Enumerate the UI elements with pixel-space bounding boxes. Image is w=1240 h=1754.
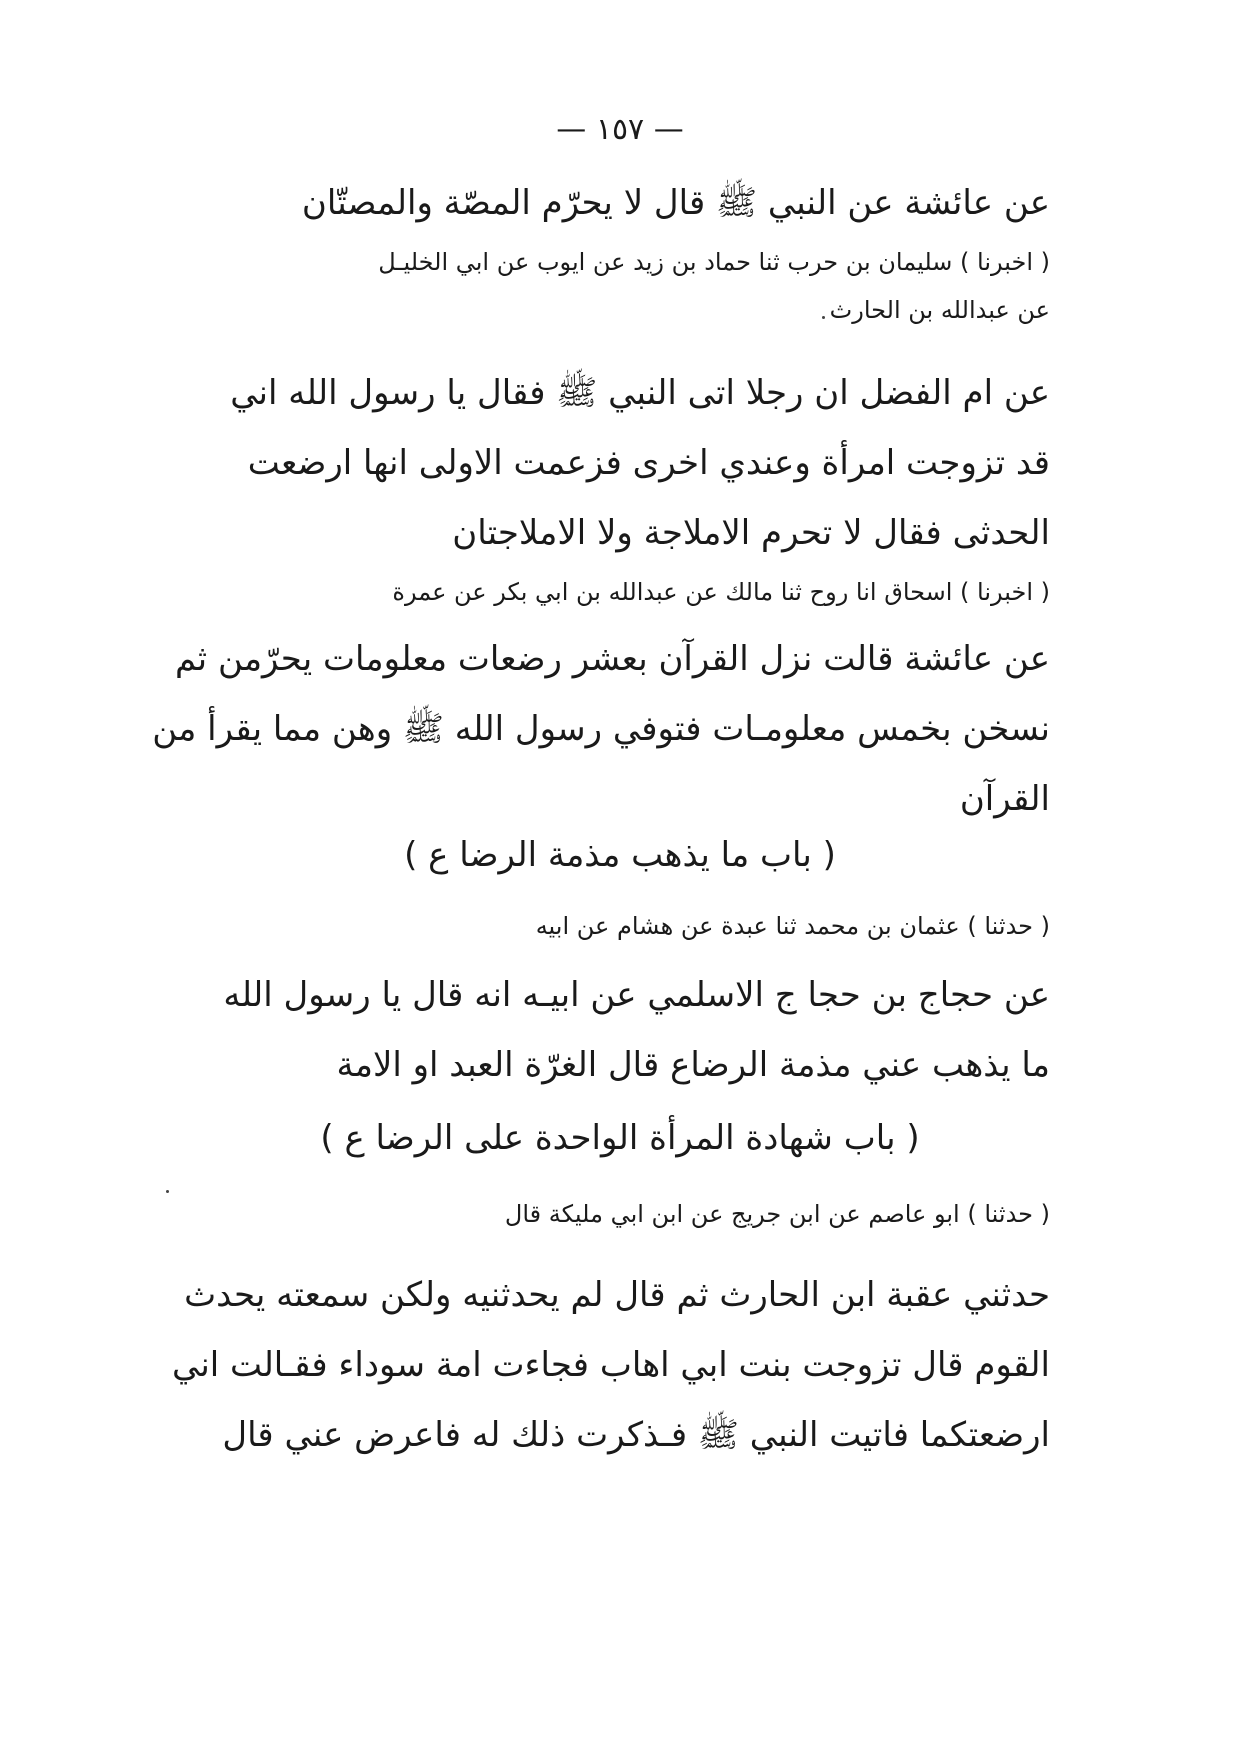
- isnad-4: [180, 1190, 1050, 1238]
- text-line: عن حجاج بن حجا ج الاسلمي عن ابيـه انه قال يا رسول الله: [223, 975, 1050, 1015]
- text-line: عن عائشة عن النبي ﷺ قال لا يحرّم المصّة والمصتّان: [301, 183, 1050, 223]
- text-line: نسخن بخمس معلومـات فتوفي رسول الله ﷺ وهن مما يقرأ من: [152, 709, 1050, 749]
- text-line: ( اخبرنا ) سليمان بن حرب ثنا حماد بن زيد عن ايوب عن ابي الخليـل: [378, 248, 1050, 276]
- hadith-text-1: [180, 168, 1050, 238]
- hadith-text-5: [172, 1260, 1050, 1470]
- hadith-text-2: [180, 358, 1050, 568]
- text-line: ارضعتكما فاتيت النبي ﷺ فـذكرت ذلك له فاعرض عني قال: [222, 1415, 1050, 1455]
- text-line: القرآن: [959, 779, 1050, 819]
- text-line: القوم قال تزوجت بنت ابي اهاب فجاءت امة سوداء فقـالت اني: [172, 1345, 1050, 1385]
- isnad-1: [180, 238, 1050, 334]
- chapter-heading: ( باب ما يذهب مذمة الرضا ع ): [404, 835, 836, 875]
- scan-speck: [166, 1190, 169, 1193]
- hadith-text-3: [152, 624, 1050, 834]
- text-line: ( حدثنا ) عثمان بن محمد ثنا عبدة عن هشام عن ابيه: [535, 912, 1050, 940]
- text-line: عن ام الفضل ان رجلا اتى النبي ﷺ فقال يا رسول الله اني: [230, 373, 1050, 413]
- text-line: ( حدثنا ) ابو عاصم عن ابن جريج عن ابن ابي مليكة قال: [504, 1200, 1050, 1228]
- text-line: عن عائشة قالت نزل القرآن بعشر رضعات معلومات يحرّمن ثم: [175, 639, 1050, 679]
- isnad-2: [180, 568, 1050, 616]
- chapter-heading: ( باب شهادة المرأة الواحدة على الرضا ع ): [320, 1118, 920, 1158]
- text-line: ( اخبرنا ) اسحاق انا روح ثنا مالك عن عبدالله بن ابي بكر عن عمرة: [392, 578, 1050, 606]
- page-number: — ١٥٧ —: [556, 112, 684, 147]
- text-line: ما يذهب عني مذمة الرضاع قال الغرّة العبد او الامة: [336, 1045, 1050, 1085]
- isnad-3: [180, 902, 1050, 950]
- text-line: قد تزوجت امرأة وعندي اخرى فزعمت الاولى انها ارضعت: [247, 443, 1050, 483]
- hadith-text-4: [180, 960, 1050, 1100]
- text-line: حدثني عقبة ابن الحارث ثم قال لم يحدثنيه ولكن سمعته يحدث: [184, 1275, 1050, 1315]
- text-line: عن عبدالله بن الحارث: [829, 296, 1050, 324]
- scan-speck: [822, 316, 825, 319]
- text-line: الحدثى فقال لا تحرم الاملاجة ولا الاملاجتان: [452, 513, 1050, 553]
